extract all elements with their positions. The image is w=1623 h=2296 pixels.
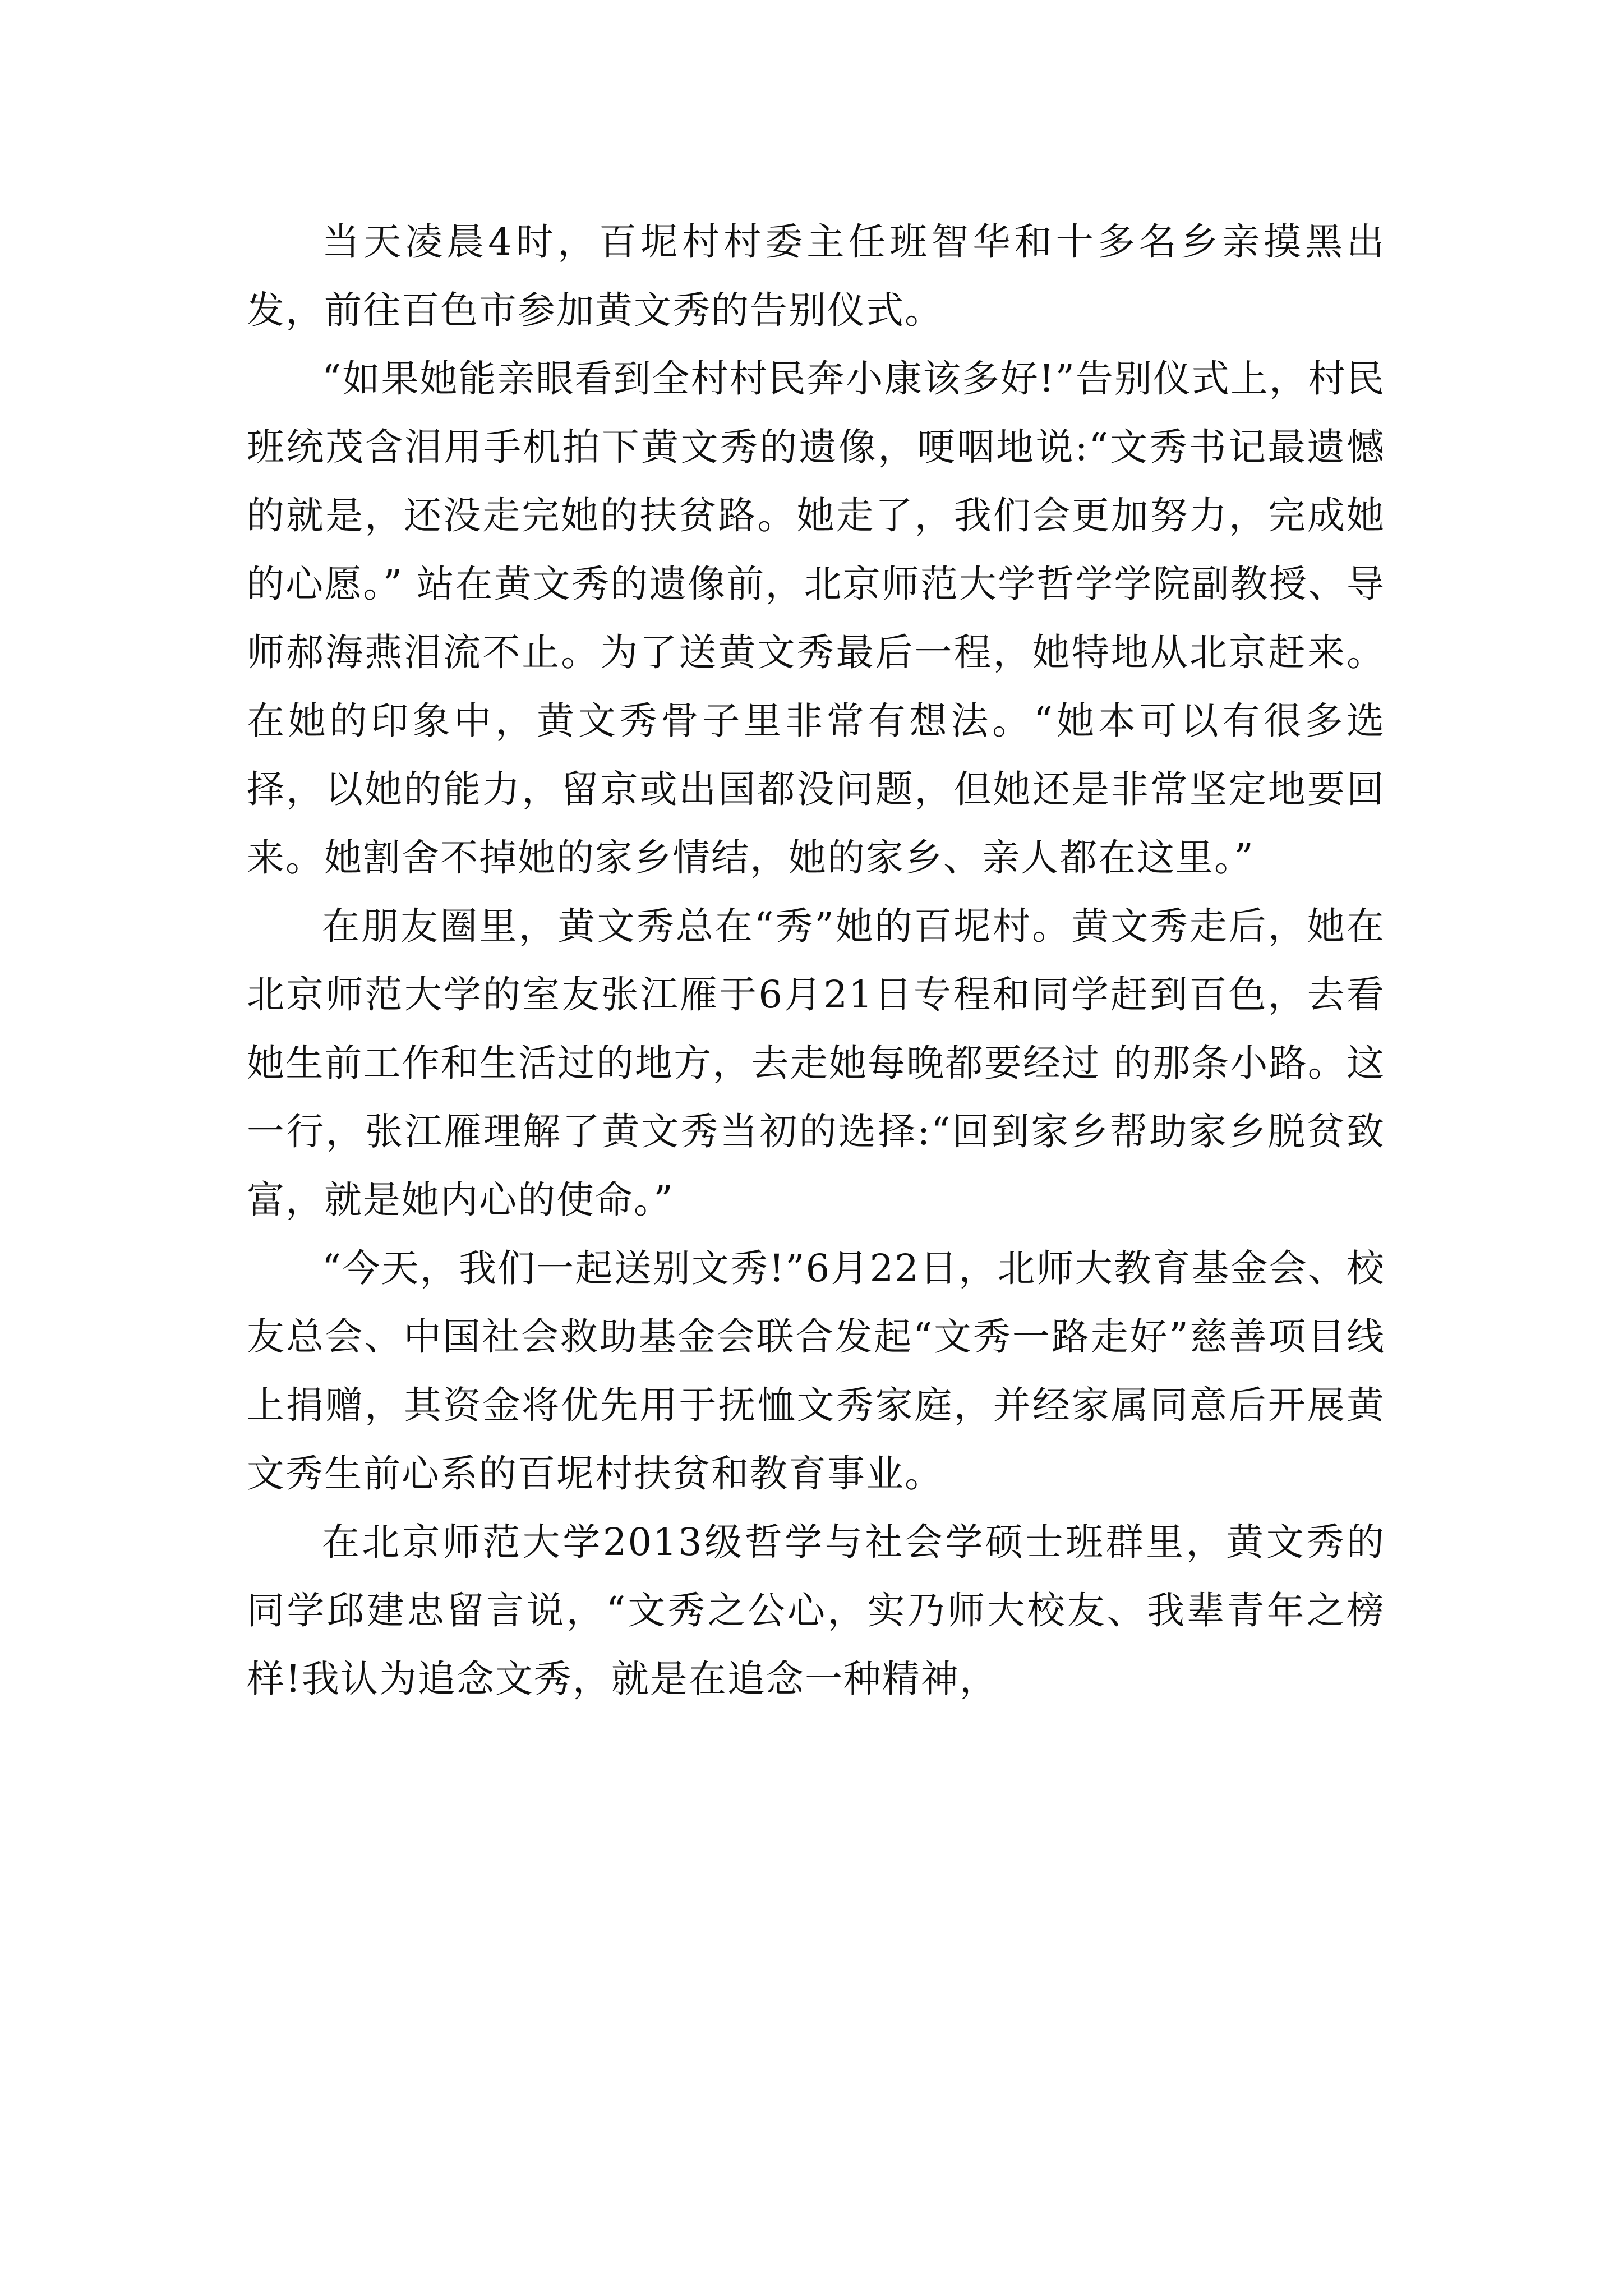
- document-body: [247, 208, 1385, 1713]
- paragraph-4: “今天，我们一起送别文秀!”6月22日，北师大教育基金会、校友总会、中国社会救助基金会联合发起“文秀一路走好”慈善项目线上捐赠，其资金将优先用于抚恤文秀家庭，并经家属同意后开展黄文秀生前心系的百坭村扶贫和教育事业。: [247, 1246, 1385, 1496]
- paragraph-3: 在朋友圈里，黄文秀总在“秀”她的百坭村。黄文秀走后，她在北京师范大学的室友张江雁于6月21日专程和同学赶到百色，去看她生前工作和生活过的地方，去走她每晚都要经过 的那条小路。这一行，张江雁理解了黄文秀当初的选择:“回到家乡帮助家乡脱贫致富，就是她内心的使命。”: [247, 904, 1385, 1222]
- paragraph-2: “如果她能亲眼看到全村村民奔小康该多好!”告别仪式上，村民班统茂含泪用手机拍下黄文秀的遗像，哽咽地说:“文秀书记最遗憾的就是，还没走完她的扶贫路。她走了，我们会更加努力，完成她的心愿。” 站在黄文秀的遗像前，北京师范大学哲学学院副教授、导师郝海燕泪流不止。为了送黄文秀最后一程，她特地从北京赶来。在她的印象中，黄文秀骨子里非常有想法。“她本可以有很多选择，以她的能力，留京或出国都没问题，但她还是非常坚定地要回来。她割舍不掉她的家乡情结，她的家乡、亲人都在这里。”: [247, 357, 1385, 880]
- paragraph-1: 当天凌晨4时，百坭村村委主任班智华和十多名乡亲摸黑出发，前往百色市参加黄文秀的告别仪式。: [247, 220, 1385, 332]
- paragraph-5: 在北京师范大学2013级哲学与社会学硕士班群里，黄文秀的同学邱建忠留言说，“文秀之公心，实乃师大校友、我辈青年之榜样!我认为追念文秀，就是在追念一种精神，: [247, 1520, 1385, 1701]
